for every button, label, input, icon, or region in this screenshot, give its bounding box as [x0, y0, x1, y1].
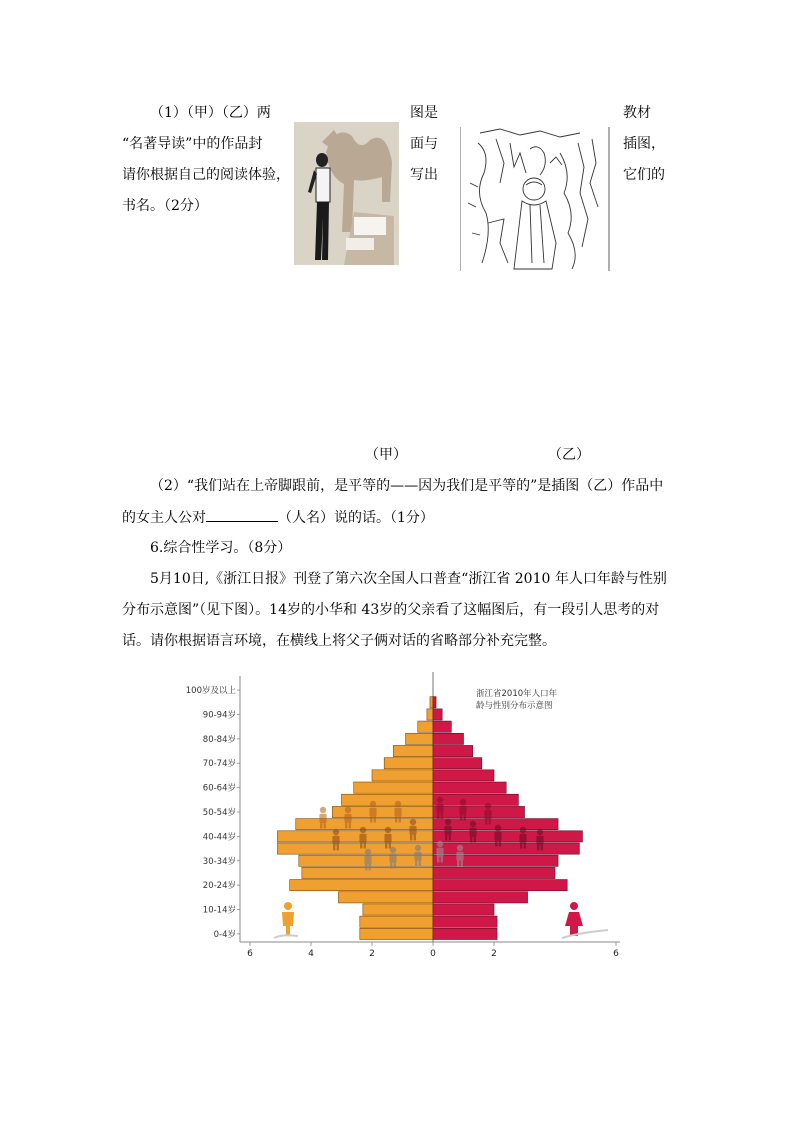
person-body — [459, 806, 466, 815]
bar-female-10-14岁 — [433, 904, 494, 915]
bar-male-85-89岁 — [418, 721, 433, 732]
bar-female-60-64岁 — [433, 782, 506, 793]
q6-line2: 分布示意图”（见下图）。14岁的小华和 43岁的父亲看了这幅图后，有一段引人思考的对 — [122, 602, 660, 618]
bar-female-20-24岁 — [433, 880, 567, 891]
person-leg — [460, 815, 462, 821]
person-leg — [449, 835, 451, 841]
person-head — [520, 827, 526, 833]
q1-line3-a: 请你根据自己的阅读体验， — [122, 167, 290, 183]
person-head — [410, 819, 416, 825]
q1-line3-b: 写出 — [410, 167, 438, 183]
person-leg — [445, 835, 447, 841]
q1-line4: 书名。（2分） — [122, 198, 208, 214]
chart-title-line1: 浙江省2010年人口年 — [476, 689, 558, 699]
person-leg — [364, 843, 366, 849]
y-tick-label: 100岁及以上 — [185, 686, 236, 697]
y-tick-label: 50-54岁 — [202, 808, 236, 818]
person-leg — [461, 861, 463, 867]
person-body — [364, 856, 371, 865]
person-head — [460, 799, 466, 805]
bar-male-75-79岁 — [393, 745, 433, 756]
person-body — [409, 826, 416, 835]
y-tick-label: 80-84岁 — [202, 734, 236, 745]
person-body — [394, 808, 401, 817]
q6-line1: 5月10日,《浙江日报》刊登了第六次全国人口普查“浙江省 2010 年人口年龄与性别 — [150, 571, 667, 587]
female-icon-head — [570, 902, 578, 910]
person-leg — [499, 841, 501, 847]
person-leg — [470, 837, 472, 843]
y-tick-label: 10-14岁 — [202, 905, 236, 916]
person-body — [436, 848, 443, 857]
person-leg — [320, 823, 322, 829]
bar-female-50-54岁 — [433, 806, 525, 817]
bar-female-80-84岁 — [433, 733, 464, 744]
person-body — [484, 810, 491, 819]
person-head — [345, 807, 351, 813]
y-tick-label: 0-4岁 — [213, 929, 236, 940]
bar-male-20-24岁 — [290, 880, 433, 891]
person-leg — [337, 845, 339, 851]
y-tick-label: 40-44岁 — [202, 832, 236, 843]
bar-male-10-14岁 — [363, 904, 433, 915]
bar-male-65-69岁 — [372, 770, 433, 781]
q6-title: 6.综合性学习。（8分） — [150, 540, 292, 556]
person-leg — [369, 865, 371, 871]
bar-female-0-4岁 — [433, 928, 497, 939]
y-tick-label: 70-74岁 — [202, 759, 236, 770]
person-leg — [365, 865, 367, 871]
person-leg — [349, 823, 351, 829]
person-leg — [464, 815, 466, 821]
bar-male-25-29岁 — [302, 867, 433, 878]
bar-female-25-29岁 — [433, 867, 555, 878]
person-head — [320, 807, 326, 813]
q1-line1-a: （1）（甲）（乙）两 — [150, 105, 271, 121]
bar-female-35-39岁 — [433, 843, 579, 854]
person-head — [537, 829, 543, 835]
person-head — [360, 827, 366, 833]
bar-male-5-9岁 — [360, 916, 433, 927]
person-body — [519, 834, 526, 843]
answer-blank[interactable] — [206, 507, 278, 522]
q2-line1: （2）“我们站在上帝脚跟前，是平等的——因为我们是平等的”是插图（乙）作品中 — [150, 478, 664, 494]
bar-male-95-99岁 — [430, 697, 433, 708]
person-leg — [333, 845, 335, 851]
person-body — [319, 814, 326, 823]
x-tick-label: 6 — [613, 949, 619, 959]
q1-line2-c: 插图， — [623, 136, 665, 152]
person-leg — [419, 861, 421, 867]
person-leg — [399, 817, 401, 823]
person-leg — [437, 857, 439, 863]
sketch-illustration-icon — [460, 123, 610, 271]
q1-line2-a: “名著导读”中的作品封 — [122, 136, 263, 152]
population-pyramid-chart — [178, 672, 620, 964]
person-head — [485, 803, 491, 809]
q1-line2-b: 面与 — [410, 136, 438, 152]
person-head — [445, 819, 451, 825]
person-body — [469, 828, 476, 837]
person-leg — [437, 813, 439, 819]
bar-female-90-94岁 — [433, 709, 442, 720]
person-head — [495, 825, 501, 831]
illustration-image-yi — [460, 123, 610, 271]
person-body — [344, 814, 351, 823]
bar-male-80-84岁 — [406, 733, 433, 744]
person-head — [370, 801, 376, 807]
person-leg — [537, 845, 539, 851]
person-leg — [485, 819, 487, 825]
person-head — [470, 821, 476, 827]
person-body — [494, 832, 501, 841]
person-leg — [370, 817, 372, 823]
bar-female-15-19岁 — [433, 892, 528, 903]
person-leg — [414, 835, 416, 841]
person-leg — [495, 841, 497, 847]
person-body — [359, 834, 366, 843]
person-head — [415, 845, 421, 851]
q1-line1-b: 图是 — [410, 105, 438, 121]
x-tick-label: 2 — [369, 949, 375, 959]
y-tick-label: 20-24岁 — [202, 881, 236, 892]
person-leg — [345, 823, 347, 829]
bar-female-95-99岁 — [433, 697, 436, 708]
person-leg — [324, 823, 326, 829]
person-head — [385, 827, 391, 833]
person-body — [456, 852, 463, 861]
bar-female-75-79岁 — [433, 745, 473, 756]
person-body — [332, 836, 339, 845]
person-leg — [541, 845, 543, 851]
person-body — [369, 808, 376, 817]
bar-female-30-34岁 — [433, 855, 558, 866]
x-tick-label: 4 — [308, 949, 314, 959]
bar-male-70-74岁 — [384, 758, 433, 769]
person-leg — [415, 861, 417, 867]
bar-male-55-59岁 — [342, 794, 434, 805]
bar-male-0-4岁 — [360, 928, 433, 939]
q2-line2-post: （人名）说的话。（1分） — [278, 510, 434, 526]
bar-male-90-94岁 — [427, 709, 433, 720]
camel-silhouette-icon — [294, 122, 399, 265]
person-body — [389, 854, 396, 863]
person-head — [333, 829, 339, 835]
cover-image-jia — [294, 122, 399, 265]
q6-line3: 话。请你根据语言环境，在横线上将父子俩对话的省略部分补充完整。 — [122, 633, 556, 649]
person-body — [436, 804, 443, 813]
caption-jia: （甲） — [365, 447, 407, 463]
y-tick-label: 60-64岁 — [202, 783, 236, 794]
male-icon-head — [284, 902, 292, 910]
q2-line2 — [122, 507, 434, 528]
chart-title-line2: 龄与性别分布示意图 — [476, 701, 553, 711]
person-head — [457, 845, 463, 851]
person-body — [536, 836, 543, 845]
x-tick-label: 2 — [491, 949, 497, 959]
person-leg — [410, 835, 412, 841]
y-tick-label: 30-34岁 — [202, 856, 236, 867]
bar-female-55-59岁 — [433, 794, 518, 805]
person-leg — [457, 861, 459, 867]
person-body — [414, 852, 421, 861]
x-tick-label: 6 — [247, 949, 253, 959]
bar-female-5-9岁 — [433, 916, 497, 927]
person-leg — [390, 863, 392, 869]
q1-line3-c: 它们的 — [623, 167, 665, 183]
person-leg — [395, 817, 397, 823]
person-leg — [524, 843, 526, 849]
person-leg — [394, 863, 396, 869]
bar-male-35-39岁 — [277, 843, 433, 854]
person-leg — [441, 813, 443, 819]
bar-female-40-44岁 — [433, 831, 582, 842]
person-body — [384, 834, 391, 843]
bar-male-60-64岁 — [354, 782, 433, 793]
person-body — [444, 826, 451, 835]
x-tick-label: 0 — [430, 949, 436, 959]
caption-yi: （乙） — [548, 447, 590, 463]
person-leg — [374, 817, 376, 823]
q2-line2-pre: 的女主人公对 — [122, 510, 206, 526]
person-head — [437, 841, 443, 847]
bar-female-70-74岁 — [433, 758, 482, 769]
bar-male-15-19岁 — [338, 892, 433, 903]
person-leg — [441, 857, 443, 863]
person-head — [365, 849, 371, 855]
person-head — [395, 801, 401, 807]
person-leg — [385, 843, 387, 849]
bar-female-85-89岁 — [433, 721, 451, 732]
bar-female-65-69岁 — [433, 770, 494, 781]
person-leg — [489, 819, 491, 825]
y-tick-label: 90-94岁 — [202, 710, 236, 721]
person-leg — [520, 843, 522, 849]
person-leg — [474, 837, 476, 843]
person-head — [437, 797, 443, 803]
q1-line1-c: 教材 — [623, 105, 651, 121]
person-leg — [389, 843, 391, 849]
person-leg — [360, 843, 362, 849]
person-head — [390, 847, 396, 853]
